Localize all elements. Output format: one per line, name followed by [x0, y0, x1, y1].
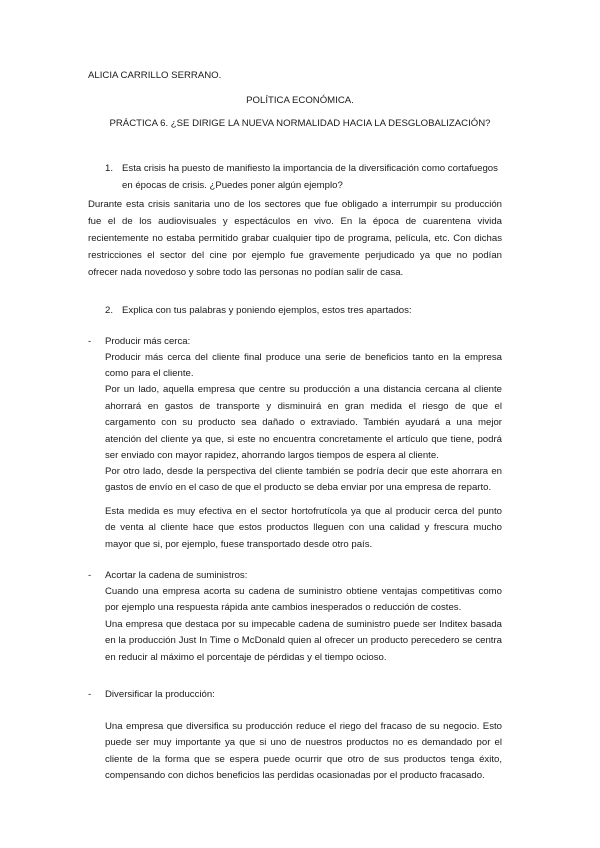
question-1-number: 1. — [105, 163, 114, 174]
practice-title: PRÁCTICA 6. ¿SE DIRIGE LA NUEVA NORMALIDAD HACIA LA DESGLOBALIZACIÓN? — [109, 118, 491, 129]
section-a-line: Esta medida es muy efectiva en el sector hortofrutícola ya que al producir cerca del punto — [105, 506, 502, 517]
section-a-line: ahorrará en gastos de transporte y disminuirá en gran medida el riesgo de que el — [105, 401, 502, 412]
section-c-line: Una empresa que diversifica su producción reduce el riego del fracaso de su negocio. Esto — [105, 721, 502, 732]
section-a-line: ser enviado con mayor rapidez, ahorrando largos tiempos de espera al cliente. — [105, 450, 439, 461]
section-b-line: por ejemplo una respuesta rápida ante cambios inesperados o reducción de costes. — [105, 602, 462, 613]
question-2-text: Explica con tus palabras y poniendo ejemplos, estos tres apartados: — [122, 305, 412, 316]
section-a-line: de venta al cliente hace que estos productos lleguen con una calidad y frescura mucho — [105, 522, 502, 533]
section-c-line: puede ser muy importante ya que si uno de nuestros productos no es demandado por el — [105, 737, 502, 748]
question-2-number: 2. — [105, 305, 114, 316]
section-b-line: en la producción Just In Time o McDonald quien al ofrecer un producto perecedero se centra — [105, 635, 502, 646]
question-1-line: Esta crisis ha puesto de manifiesto la importancia de la diversificación como cortafuegos — [122, 163, 498, 174]
section-a-line: gastos de envío en el caso de que el producto se deba enviar por una empresa de reparto. — [105, 482, 492, 493]
section-a-line: Por un lado, aquella empresa que centre su producción a una distancia cercana al cliente — [105, 384, 502, 395]
answer-1-line: fue el de los audiovisuales y espectáculos en vivo. En la época de cuarentena vivida — [88, 216, 502, 227]
answer-1-line: ofrecer nada novedoso y sobre todo las personas no podían salir de casa. — [88, 267, 404, 278]
section-b-line: en reducir al máximo el porcentaje de pérdidas y el tiempo ocioso. — [105, 652, 387, 663]
section-a-heading: Producir más cerca: — [105, 336, 191, 347]
section-a-line: como para el cliente. — [105, 368, 194, 379]
section-c-line: cliente de la forma que se espera puede ocurrir que otro de sus productos tenga éxito, — [105, 754, 502, 765]
section-c-heading: Diversificar la producción: — [105, 689, 215, 700]
subject-title: POLÍTICA ECONÓMICA. — [246, 95, 354, 106]
answer-1-line: recientemente no estaba permitido grabar cualquier tipo de programa, película, etc. Con dichas — [88, 233, 502, 244]
section-a-line: mayor que si, por ejemplo, fuese transportado desde otro país. — [105, 539, 373, 550]
author-name: ALICIA CARRILLO SERRANO. — [88, 70, 222, 81]
section-a-line: Por otro lado, desde la perspectiva del cliente también se podría decir que este ahorrara en — [105, 466, 502, 477]
section-b-heading: Acortar la cadena de suministros: — [105, 570, 248, 581]
section-a-bullet: - — [88, 336, 92, 347]
section-c-line: compensando con dichos beneficios las perdidas ocasionadas por el producto fracasado. — [105, 770, 485, 781]
section-b-bullet: - — [88, 570, 92, 581]
section-a-line: atención del cliente ya que, si este no encuentra concretamente el artículo que tiene, podrá — [105, 434, 502, 445]
section-a-line: cargamento con su producto sea dañado o extraviado. También ayudará a una mejor — [105, 417, 502, 428]
question-1-line: en épocas de crisis. ¿Puedes poner algún ejemplo? — [122, 180, 343, 191]
section-b-line: Una empresa que destaca por su impecable cadena de suministro puede ser Inditex basada — [105, 619, 502, 630]
section-b-line: Cuando una empresa acorta su cadena de suministro obtiene ventajas competitivas como — [105, 586, 502, 597]
answer-1-line: restricciones el sector del cine por ejemplo fue gravemente perjudicado ya que no podían — [88, 250, 502, 261]
section-c-bullet: - — [88, 689, 92, 700]
section-a-line: Producir más cerca del cliente final produce una serie de beneficios tanto en la empresa — [105, 352, 502, 363]
answer-1-line: Durante esta crisis sanitaria uno de los sectores que fue obligado a interrumpir su producción — [88, 199, 502, 210]
